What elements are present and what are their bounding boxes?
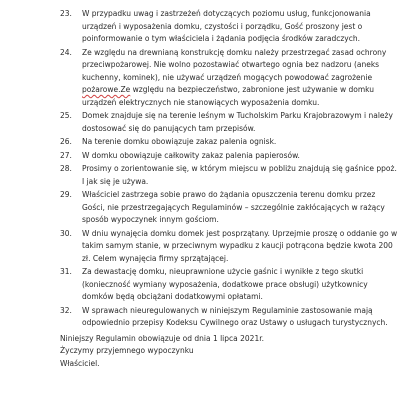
rule-24 (60, 47, 400, 110)
rule-text: W sprawach nieuregulowanych w niniejszym Regulaminie zastosowanie mają odpowiednio przepisy Kodeksu Cywilnego oraz Ustawy o usługach turystycznych. (82, 305, 388, 327)
rule-29 (60, 189, 400, 227)
rules-list (60, 8, 400, 330)
rule-text: Właściciel zastrzega sobie prawo do żądania opuszczenia terenu domku przez Gości, nie przestrzegających Regulaminów – szczególnie zakłócających w rażący sposób wypoczynek innym gościom. (82, 190, 385, 224)
document-footer (60, 333, 400, 371)
signature-owner: Właściciel. (60, 358, 100, 368)
rule-number: 27. (60, 150, 72, 160)
rule-text: W dniu wynajęcia domku domek jest posprzątany. Uprzejmie proszę o oddanie go w takim samym stanie, w przeciwnym wypadku z kaucji potrącona będzie kwota 200 zł. Celem wynajęcia firmy sprzątającej. (82, 228, 398, 263)
rule-text-part: względu na bezpieczeństwo, zabronione jest używanie w domku urządzeń elektrycznych nie stanowiących wyposażenia domku. (82, 85, 375, 107)
rule-number: 31. (60, 267, 72, 276)
rule-number: 24. (60, 47, 72, 57)
validity-date: Niniejszy Regulamin obowiązuje od dnia 1 lipca 2021r. (60, 333, 264, 343)
rule-text-part: Ze względu na drewnianą konstrukcję domku należy przestrzegać zasad ochrony przeciwpożarowej. Nie wolno pozostawiać otwartego ognia bez nadzoru (aneks kuchenny, kominek), nie używać urządzeń mogących powodować zagrożenie (82, 47, 387, 82)
rule-text: W domku obowiązuje całkowity zakaz palenia papierosów. (82, 150, 300, 160)
rule-text: Na terenie domku obowiązuje zakaz palenia ognisk. (82, 137, 277, 146)
farewell-wish: Życzymy przyjemnego wypoczynku (60, 346, 194, 355)
rule-number: 23. (60, 9, 72, 18)
rule-28 (60, 163, 400, 188)
rule-number: 29. (60, 190, 72, 199)
rule-32 (60, 305, 400, 330)
rule-26 (60, 136, 400, 149)
rule-text (82, 47, 398, 110)
rule-25 (60, 110, 400, 135)
rule-text: Prosimy o zorientowanie się, w którym miejscu w pobliżu znajdują się gaśnice ppoż. I jak się je używa. (82, 164, 397, 186)
rule-text: W przypadku uwag i zastrzeżeń dotyczących poziomu usług, funkcjonowania urządzeń i wyposażenia domku, czystości i porządku, Gość proszony jest o poinformowanie o tym właściciela i żądania podjęcia środków zaradczych. (82, 9, 371, 43)
rule-number: 25. (60, 111, 72, 120)
spellcheck-marked-word: pożarowe.Ze (82, 85, 131, 94)
rule-23 (60, 8, 400, 46)
rule-27 (60, 150, 400, 163)
rule-text: Za dewastację domku, nieuprawnione użycie gaśnic i wynikłe z tego skutki (konieczność wymiany wyposażenia, dodatkowe prace obsługi) użytkownicy domków będą obciążani dodatkowymi opłatami. (82, 267, 368, 301)
rule-number: 32. (60, 305, 72, 315)
rule-text: Domek znajduje się na terenie leśnym w Tucholskim Parku Krajobrazowym i należy dostosować się do panujących tam przepisów. (82, 111, 393, 133)
rule-number: 26. (60, 137, 72, 146)
rule-31 (60, 266, 400, 304)
rule-30 (60, 228, 400, 266)
rule-number: 28. (60, 164, 72, 173)
rule-number: 30. (60, 228, 72, 238)
